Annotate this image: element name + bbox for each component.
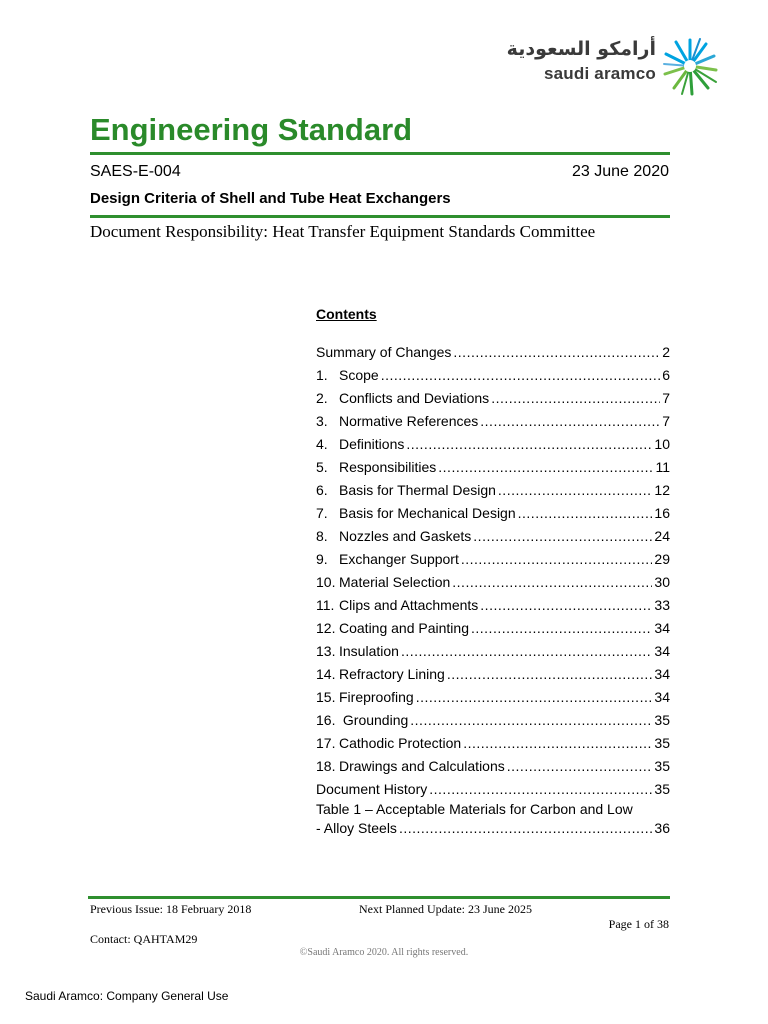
toc-item-page: 16 xyxy=(654,505,670,521)
toc-item-label: Cathodic Protection xyxy=(339,735,462,751)
toc-leader-dots xyxy=(452,574,652,591)
toc-item-page: 34 xyxy=(654,666,670,682)
toc-leader-dots xyxy=(438,459,653,476)
toc-leader-dots xyxy=(491,390,660,407)
toc-item[interactable] xyxy=(316,407,670,430)
toc-item[interactable] xyxy=(316,637,670,660)
toc-item-number: 16. xyxy=(316,712,336,728)
document-responsibility: Document Responsibility: Heat Transfer Equipment Standards Committee xyxy=(90,222,596,241)
toc-item-number: 1. xyxy=(316,367,328,383)
toc-item-page: 10 xyxy=(654,436,670,452)
toc-leader-dots xyxy=(401,643,652,660)
toc-item[interactable] xyxy=(316,361,670,384)
toc-item-page: 29 xyxy=(654,551,670,567)
toc-item-page: 35 xyxy=(654,712,670,728)
toc-item[interactable] xyxy=(316,522,670,545)
toc-item-label: Exchanger Support xyxy=(339,551,459,567)
document-subtitle: Design Criteria of Shell and Tube Heat Exchangers xyxy=(90,190,451,207)
toc-item-page: 35 xyxy=(654,781,670,797)
next-planned-update: Next Planned Update: 23 June 2025 xyxy=(359,902,532,916)
toc-item[interactable] xyxy=(316,453,670,476)
toc-item-page: 2 xyxy=(662,344,670,360)
toc-item-page: 12 xyxy=(654,482,670,498)
toc-item-number: 15. xyxy=(316,689,336,705)
toc-item[interactable] xyxy=(316,338,670,361)
toc-leader-dots xyxy=(480,413,660,430)
toc-item-page: 35 xyxy=(654,758,670,774)
toc-item-page: 6 xyxy=(662,367,670,383)
toc-item-number: 6. xyxy=(316,482,328,498)
toc-leader-dots xyxy=(463,735,652,752)
toc-item-page: 36 xyxy=(654,820,670,836)
toc-item-number: 9. xyxy=(316,551,328,567)
toc-item[interactable] xyxy=(316,591,670,614)
copyright: ©Saudi Aramco 2020. All rights reserved. xyxy=(299,947,469,958)
toc-leader-dots xyxy=(471,620,652,637)
toc-item-page: 34 xyxy=(654,620,670,636)
toc-leader-dots xyxy=(381,367,661,384)
toc-item[interactable] xyxy=(316,614,670,637)
toc-item-page: 34 xyxy=(654,643,670,659)
toc-item-label: Basis for Mechanical Design xyxy=(339,505,516,521)
toc-item-page: 33 xyxy=(654,597,670,613)
toc-leader-dots xyxy=(406,436,652,453)
toc-item-number: 17. xyxy=(316,735,336,751)
toc-item-number: 8. xyxy=(316,528,328,544)
contact: Contact: QAHTAM29 xyxy=(90,932,198,946)
toc-item[interactable] xyxy=(316,683,670,706)
toc-leader-dots xyxy=(461,551,653,568)
toc-item-label: Coating and Painting xyxy=(339,620,469,636)
toc-item-number: 14. xyxy=(316,666,336,682)
toc-item-label: Scope xyxy=(339,367,379,383)
toc-item[interactable] xyxy=(316,752,670,775)
toc-item-page: 34 xyxy=(654,689,670,705)
toc-item-table-1[interactable] xyxy=(316,800,670,838)
star-burst-icon xyxy=(662,36,718,96)
toc-item[interactable] xyxy=(316,384,670,407)
contents-heading: Contents xyxy=(316,306,377,322)
toc-leader-dots xyxy=(473,528,652,545)
toc-item-label: Clips and Attachments xyxy=(339,597,479,613)
toc-item-page: 30 xyxy=(654,574,670,590)
toc-item[interactable] xyxy=(316,775,670,798)
toc-item-label: Drawings and Calculations xyxy=(339,758,505,774)
toc-item[interactable] xyxy=(316,476,670,499)
toc-item-label: Material Selection xyxy=(339,574,451,590)
toc-leader-dots xyxy=(453,344,660,361)
toc-item-number: 2. xyxy=(316,390,328,406)
toc-item-label: Definitions xyxy=(339,436,405,452)
toc-item[interactable] xyxy=(316,430,670,453)
toc-item-page: 35 xyxy=(654,735,670,751)
toc-leader-dots xyxy=(410,712,652,729)
toc-item[interactable] xyxy=(316,660,670,683)
toc-item-label: Basis for Thermal Design xyxy=(339,482,496,498)
page-number: Page 1 of 38 xyxy=(608,917,669,931)
toc-item-label: Refractory Lining xyxy=(339,666,445,682)
toc-item-label: Table 1 – Acceptable Materials for Carbon and Low xyxy=(316,801,633,817)
toc-item[interactable] xyxy=(316,729,670,752)
footer-rule xyxy=(88,896,670,899)
toc-leader-dots xyxy=(518,505,653,522)
toc-leader-dots xyxy=(507,758,653,775)
toc-item-label: Fireproofing xyxy=(339,689,414,705)
logo-arabic-text: أرامكو السعودية xyxy=(506,38,656,60)
classification-label: Saudi Aramco: Company General Use xyxy=(25,989,229,1003)
toc-item-number: 3. xyxy=(316,413,328,429)
toc-item-number: 13. xyxy=(316,643,336,659)
toc-leader-dots xyxy=(498,482,653,499)
document-date: 23 June 2020 xyxy=(572,163,669,180)
toc-item[interactable] xyxy=(316,499,670,522)
toc-item-label: Insulation xyxy=(339,643,399,659)
toc-item-label: Document History xyxy=(316,781,428,797)
toc-leader-dots xyxy=(480,597,652,614)
table-of-contents xyxy=(316,338,670,838)
toc-item-number: 18. xyxy=(316,758,336,774)
toc-leader-dots xyxy=(429,781,652,798)
toc-item-label: Normative References xyxy=(339,413,479,429)
logo-english-text: saudi aramco xyxy=(543,64,656,83)
document-id: SAES-E-004 xyxy=(90,163,181,180)
toc-item[interactable] xyxy=(316,706,670,729)
toc-item-number: 5. xyxy=(316,459,328,475)
toc-item[interactable] xyxy=(316,545,670,568)
toc-leader-dots xyxy=(416,689,653,706)
previous-issue: Previous Issue: 18 February 2018 xyxy=(90,902,252,916)
toc-item-number: 12. xyxy=(316,620,336,636)
saudi-aramco-logo xyxy=(506,36,718,96)
toc-item-label: Summary of Changes xyxy=(316,344,452,360)
subtitle-rule xyxy=(90,215,670,218)
toc-item-label: Responsibilities xyxy=(339,459,437,475)
toc-leader-dots xyxy=(447,666,653,683)
toc-item-page: 11 xyxy=(655,459,670,475)
toc-item-number: 10. xyxy=(316,574,336,590)
toc-item-label: Grounding xyxy=(339,712,409,728)
toc-item-number: 7. xyxy=(316,505,328,521)
toc-item-label: Conflicts and Deviations xyxy=(339,390,490,406)
title-rule xyxy=(90,152,670,155)
toc-item-page: 24 xyxy=(654,528,670,544)
toc-item-number: 11. xyxy=(316,597,335,613)
toc-item-label: Nozzles and Gaskets xyxy=(339,528,472,544)
toc-item-number: 4. xyxy=(316,436,328,452)
toc-item-page: 7 xyxy=(662,413,670,429)
toc-leader-dots xyxy=(399,819,652,838)
toc-item-label-continued: - Alloy Steels xyxy=(316,820,397,836)
page-title: Engineering Standard xyxy=(90,112,413,147)
toc-item[interactable] xyxy=(316,568,670,591)
toc-item-page: 7 xyxy=(662,390,670,406)
